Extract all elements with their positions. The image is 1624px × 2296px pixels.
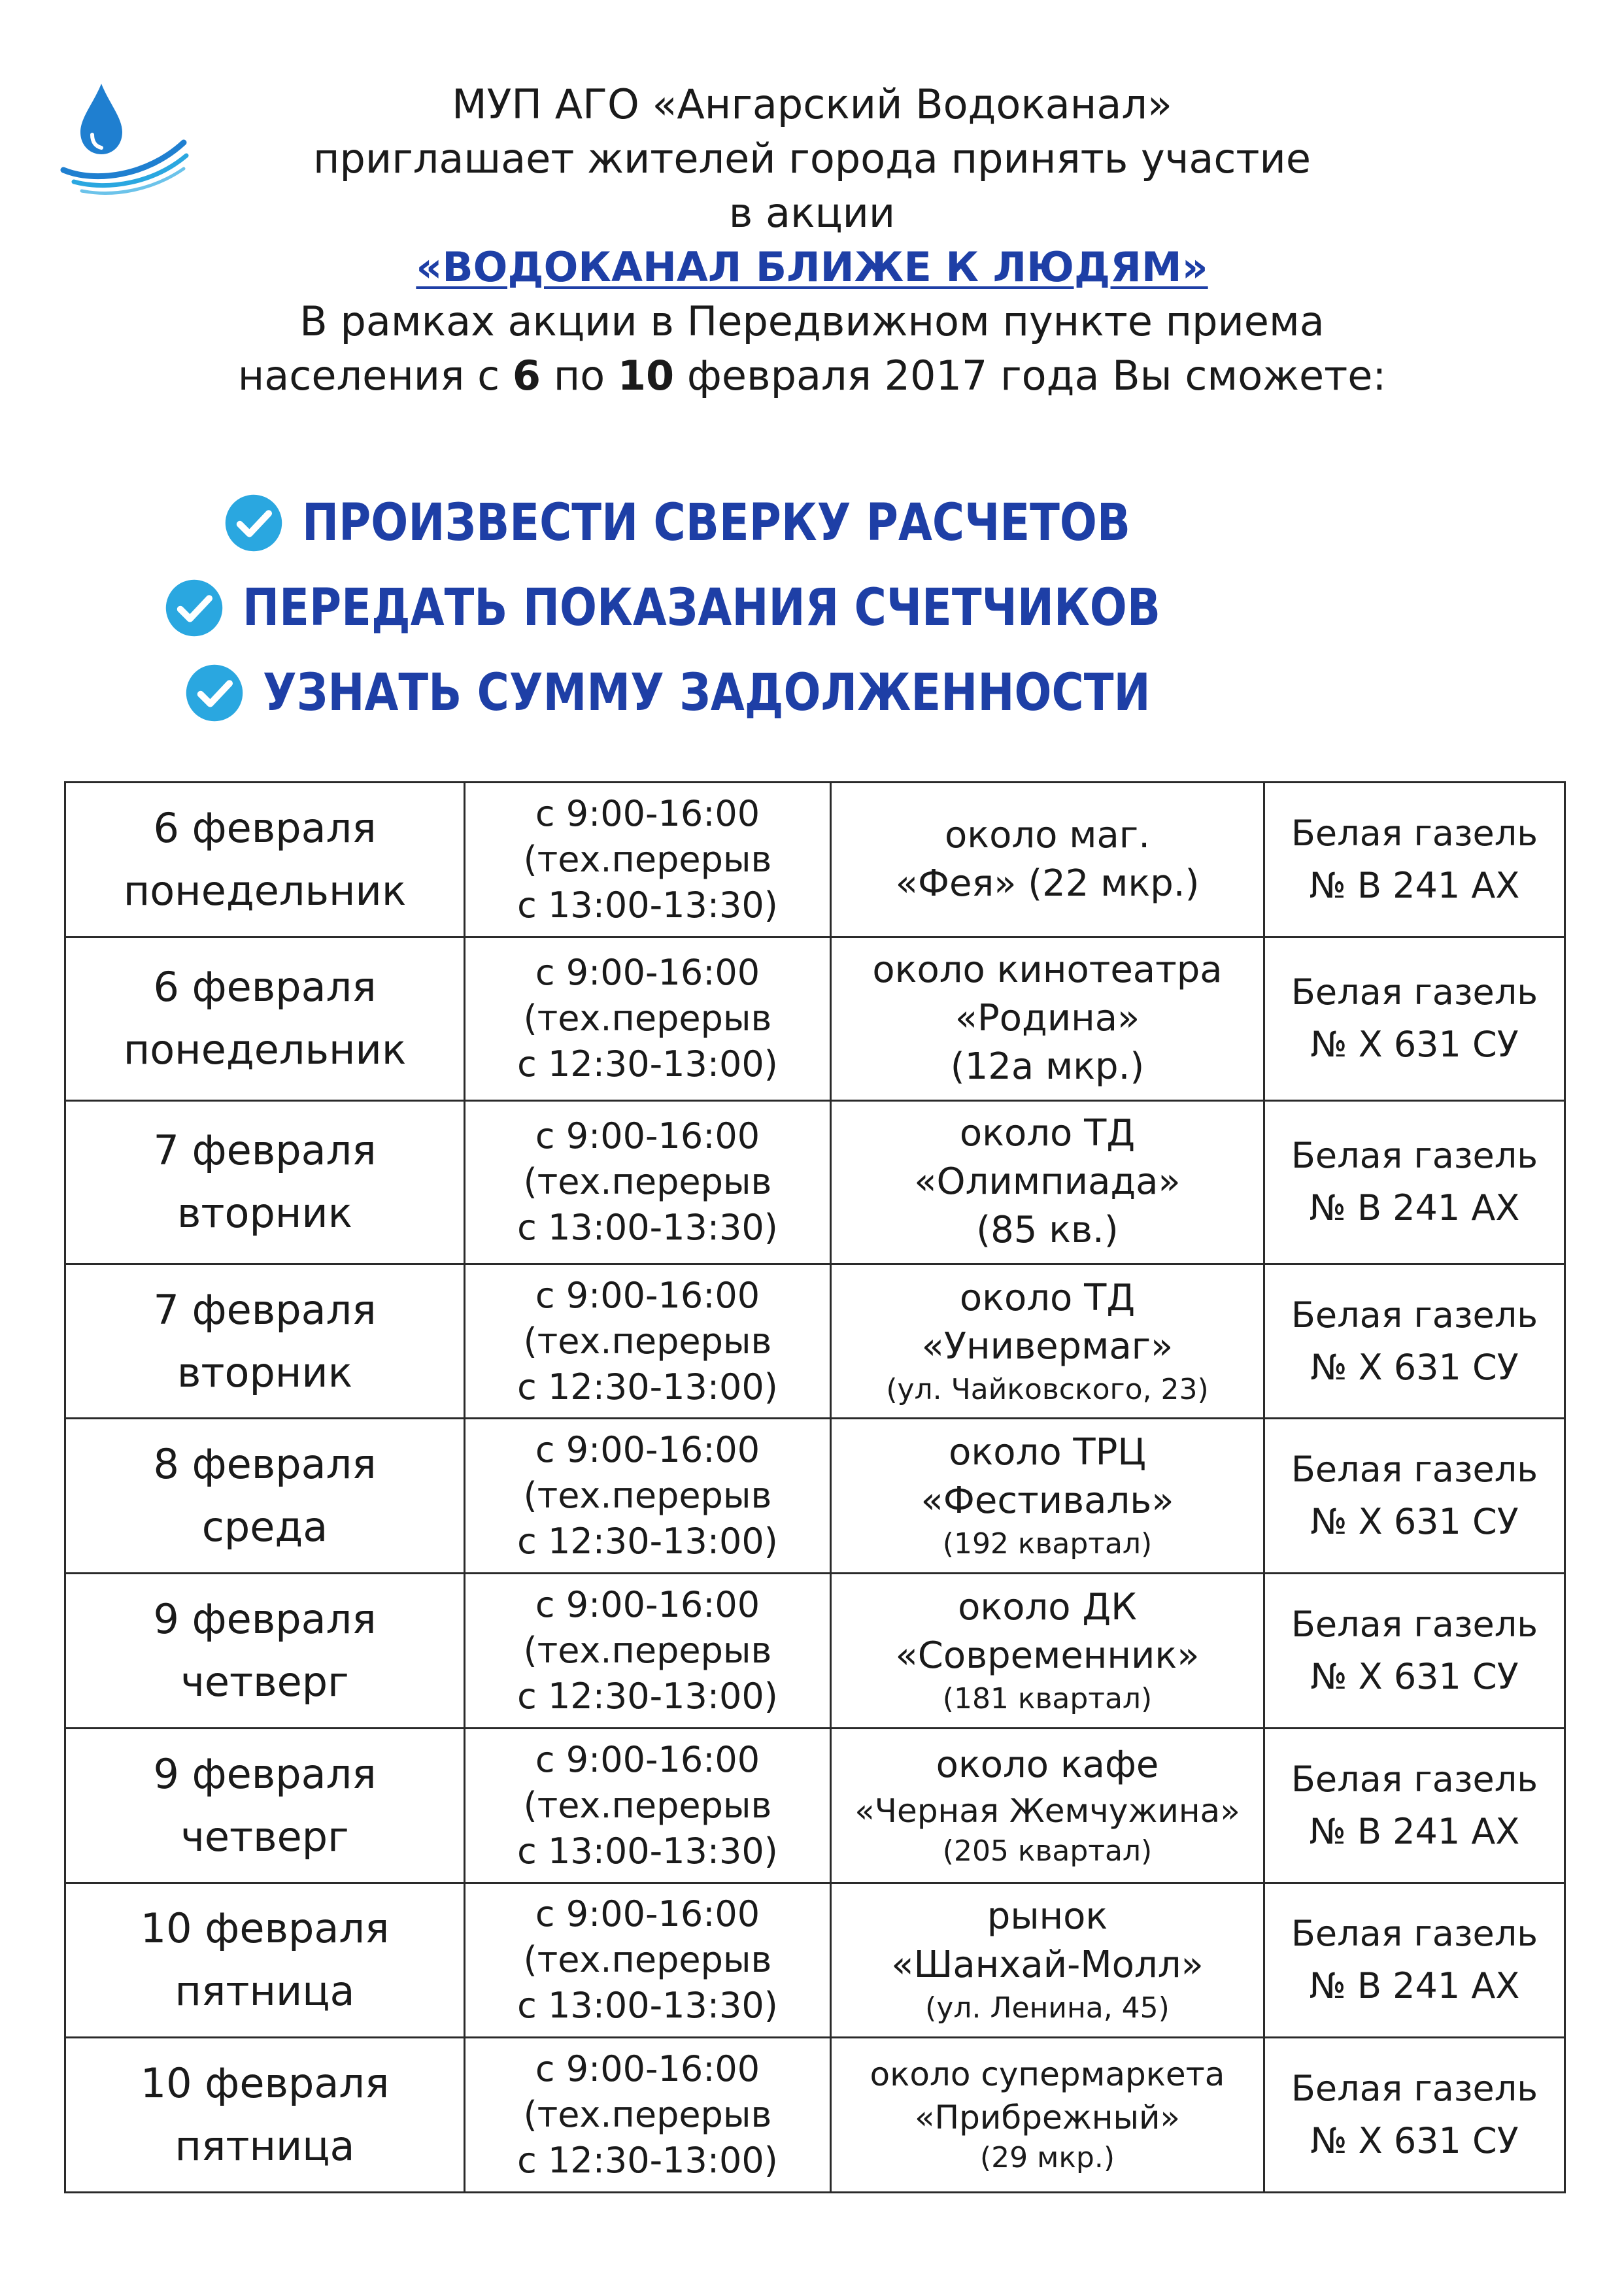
place-line: около кинотеатра xyxy=(872,949,1223,992)
time-cell xyxy=(465,1419,831,1574)
place-line: «Фея» (22 мкр.) xyxy=(895,862,1200,905)
invite-line: приглашает жителей города принять участие xyxy=(313,135,1311,182)
place-line: около ДК xyxy=(958,1586,1137,1629)
weekday: вторник xyxy=(177,1189,353,1238)
date: 7 февраля xyxy=(153,1285,377,1334)
action-item xyxy=(0,650,1624,735)
action-item xyxy=(0,481,1624,566)
action-label: ПЕРЕДАТЬ ПОКАЗАНИЯ СЧЕТЧИКОВ xyxy=(243,579,1161,637)
break-hours: с 13:00-13:30) xyxy=(517,1830,778,1872)
place-cell xyxy=(831,1574,1264,1729)
vehicle-cell xyxy=(1264,783,1565,937)
date-to: 10 xyxy=(617,352,675,399)
break-label: (тех.перерыв xyxy=(523,998,772,1039)
break-hours: с 13:00-13:30) xyxy=(517,1985,778,2027)
vehicle-plate: № В 241 АХ xyxy=(1309,1187,1520,1229)
place-line: около ТД xyxy=(959,1112,1136,1155)
time-cell xyxy=(465,1728,831,1883)
date-cell xyxy=(65,1100,465,1264)
date: 6 февраля xyxy=(153,963,377,1011)
table-row xyxy=(65,937,1565,1100)
weekday: четверг xyxy=(180,1812,349,1861)
vehicle-type: Белая газель xyxy=(1291,1135,1538,1177)
place-cell xyxy=(831,1728,1264,1883)
vehicle-plate: № Х 631 СУ xyxy=(1310,1024,1519,1066)
vehicle-plate: № Х 631 СУ xyxy=(1310,1656,1519,1698)
vehicle-type: Белая газель xyxy=(1291,1758,1538,1800)
place-line: (ул. Чайковского, 23) xyxy=(886,1372,1209,1406)
place-line: «Фестиваль» xyxy=(921,1479,1174,1523)
place-line: около супермаркета xyxy=(870,2055,1225,2094)
work-hours: с 9:00-16:00 xyxy=(535,2048,760,2090)
work-hours: с 9:00-16:00 xyxy=(535,1584,760,1626)
weekday: пятница xyxy=(175,1967,355,2016)
work-hours: с 9:00-16:00 xyxy=(535,1115,760,1157)
date: 9 февраля xyxy=(153,1749,377,1798)
vehicle-type: Белая газель xyxy=(1291,1604,1538,1646)
place-cell xyxy=(831,1100,1264,1264)
vehicle-type: Белая газель xyxy=(1291,1294,1538,1336)
table-row xyxy=(65,1264,1565,1419)
break-hours: с 12:30-13:00) xyxy=(517,1521,778,1562)
place-line: «Прибрежный» xyxy=(914,2099,1181,2137)
place-line: рынок xyxy=(987,1895,1108,1938)
org-name: МУП АГО «Ангарский Водоканал» xyxy=(452,80,1172,128)
table-row xyxy=(65,2038,1565,2193)
vehicle-cell xyxy=(1264,2038,1565,2193)
work-hours: с 9:00-16:00 xyxy=(535,1274,760,1316)
time-cell xyxy=(465,1100,831,1264)
place-line: (192 квартал) xyxy=(942,1527,1153,1561)
place-line: (205 квартал) xyxy=(942,1834,1153,1868)
place-line: (181 квартал) xyxy=(942,1682,1153,1716)
place-line: около ТД xyxy=(959,1276,1136,1319)
intro-line: В рамках акции в Передвижном пункте приема xyxy=(299,297,1325,345)
actions-list xyxy=(0,481,1624,735)
break-label: (тех.перерыв xyxy=(523,838,772,880)
date-cell xyxy=(65,783,465,937)
vehicle-cell xyxy=(1264,1883,1565,2038)
break-hours: с 12:30-13:00) xyxy=(517,1366,778,1408)
break-hours: с 12:30-13:00) xyxy=(517,2140,778,2182)
break-label: (тех.перерыв xyxy=(523,1784,772,1826)
table-row xyxy=(65,1728,1565,1883)
header xyxy=(0,77,1624,403)
date: 10 февраля xyxy=(140,2059,390,2108)
break-label: (тех.перерыв xyxy=(523,1630,772,1672)
vehicle-type: Белая газель xyxy=(1291,2068,1538,2110)
work-hours: с 9:00-16:00 xyxy=(535,952,760,994)
weekday: пятница xyxy=(175,2122,355,2170)
place-line: (29 мкр.) xyxy=(980,2141,1115,2175)
vehicle-cell xyxy=(1264,1419,1565,1574)
check-circle-icon xyxy=(164,578,224,638)
table-row xyxy=(65,783,1565,937)
campaign-title: «ВОДОКАНАЛ БЛИЖЕ К ЛЮДЯМ» xyxy=(416,243,1208,291)
place-line: около кафе xyxy=(936,1743,1159,1786)
table-row xyxy=(65,1574,1565,1729)
time-cell xyxy=(465,937,831,1100)
time-cell xyxy=(465,2038,831,2193)
work-hours: с 9:00-16:00 xyxy=(535,792,760,834)
place-line: (ул. Ленина, 45) xyxy=(925,1991,1170,2025)
weekday: среда xyxy=(201,1503,328,1551)
vehicle-plate: № Х 631 СУ xyxy=(1310,1346,1519,1388)
vehicle-cell xyxy=(1264,1264,1565,1419)
vehicle-type: Белая газель xyxy=(1291,812,1538,854)
break-hours: с 13:00-13:30) xyxy=(517,1207,778,1249)
date-cell xyxy=(65,1264,465,1419)
date-cell xyxy=(65,937,465,1100)
time-cell xyxy=(465,1883,831,2038)
table-row xyxy=(65,1419,1565,1574)
place-cell xyxy=(831,783,1264,937)
break-label: (тех.перерыв xyxy=(523,2094,772,2136)
date-cell xyxy=(65,1419,465,1574)
break-hours: с 12:30-13:00) xyxy=(517,1676,778,1717)
time-cell xyxy=(465,1264,831,1419)
schedule-table xyxy=(64,781,1566,2193)
place-cell xyxy=(831,1419,1264,1574)
break-label: (тех.перерыв xyxy=(523,1320,772,1362)
date-cell xyxy=(65,1574,465,1729)
vehicle-type: Белая газель xyxy=(1291,1449,1538,1491)
time-cell xyxy=(465,1574,831,1729)
table-row xyxy=(65,1883,1565,2038)
place-cell xyxy=(831,937,1264,1100)
break-hours: с 13:00-13:30) xyxy=(517,884,778,926)
date-from: 6 xyxy=(512,352,541,399)
action-label: УЗНАТЬ СУММУ ЗАДОЛЖЕННОСТИ xyxy=(263,664,1151,722)
vehicle-type: Белая газель xyxy=(1291,1913,1538,1955)
vehicle-plate: № Х 631 СУ xyxy=(1310,1501,1519,1543)
action-label: ПРОИЗВЕСТИ СВЕРКУ РАСЧЕТОВ xyxy=(302,494,1131,552)
weekday: понедельник xyxy=(123,866,407,915)
weekday: понедельник xyxy=(123,1026,407,1074)
date-cell xyxy=(65,1883,465,2038)
table-row xyxy=(65,1100,1565,1264)
vehicle-plate: № Х 631 СУ xyxy=(1310,2120,1519,2162)
check-circle-icon xyxy=(224,493,284,553)
date: 10 февраля xyxy=(140,1904,390,1953)
weekday: четверг xyxy=(180,1658,349,1706)
place-line: (12а мкр.) xyxy=(950,1045,1145,1089)
vehicle-cell xyxy=(1264,937,1565,1100)
vehicle-plate: № В 241 АХ xyxy=(1309,1965,1520,2007)
work-hours: с 9:00-16:00 xyxy=(535,1738,760,1780)
vehicle-cell xyxy=(1264,1728,1565,1883)
date: 7 февраля xyxy=(153,1126,377,1175)
place-line: «Олимпиада» xyxy=(914,1160,1181,1204)
place-cell xyxy=(831,2038,1264,2193)
place-line: «Шанхай-Молл» xyxy=(891,1944,1204,1987)
place-line: «Черная Жемчужина» xyxy=(854,1791,1240,1830)
date: 6 февраля xyxy=(153,803,377,852)
check-circle-icon xyxy=(184,663,245,723)
work-hours: с 9:00-16:00 xyxy=(535,1429,760,1471)
place-line: «Родина» xyxy=(955,997,1140,1040)
weekday: вторник xyxy=(177,1348,353,1396)
break-hours: с 12:30-13:00) xyxy=(517,1043,778,1085)
invite-line-2: в акции xyxy=(728,189,896,237)
break-label: (тех.перерыв xyxy=(523,1161,772,1203)
place-cell xyxy=(831,1264,1264,1419)
break-label: (тех.перерыв xyxy=(523,1475,772,1517)
dates-line: населения с 6 по 10 февраля 2017 года Вы сможете: xyxy=(237,352,1387,399)
place-line: около маг. xyxy=(945,813,1150,856)
place-line: около ТРЦ xyxy=(949,1431,1146,1474)
date: 9 февраля xyxy=(153,1595,377,1644)
break-label: (тех.перерыв xyxy=(523,1939,772,1981)
date: 8 февраля xyxy=(153,1440,377,1489)
vehicle-cell xyxy=(1264,1100,1565,1264)
time-cell xyxy=(465,783,831,937)
date-cell xyxy=(65,1728,465,1883)
action-item xyxy=(0,566,1624,650)
work-hours: с 9:00-16:00 xyxy=(535,1893,760,1935)
vehicle-plate: № В 241 АХ xyxy=(1309,864,1520,906)
place-line: «Современник» xyxy=(895,1634,1200,1678)
date-cell xyxy=(65,2038,465,2193)
vehicle-cell xyxy=(1264,1574,1565,1729)
place-line: (85 кв.) xyxy=(976,1209,1119,1252)
place-line: «Универмаг» xyxy=(921,1325,1174,1368)
place-cell xyxy=(831,1883,1264,2038)
vehicle-type: Белая газель xyxy=(1291,971,1538,1013)
vehicle-plate: № В 241 АХ xyxy=(1309,1810,1520,1852)
